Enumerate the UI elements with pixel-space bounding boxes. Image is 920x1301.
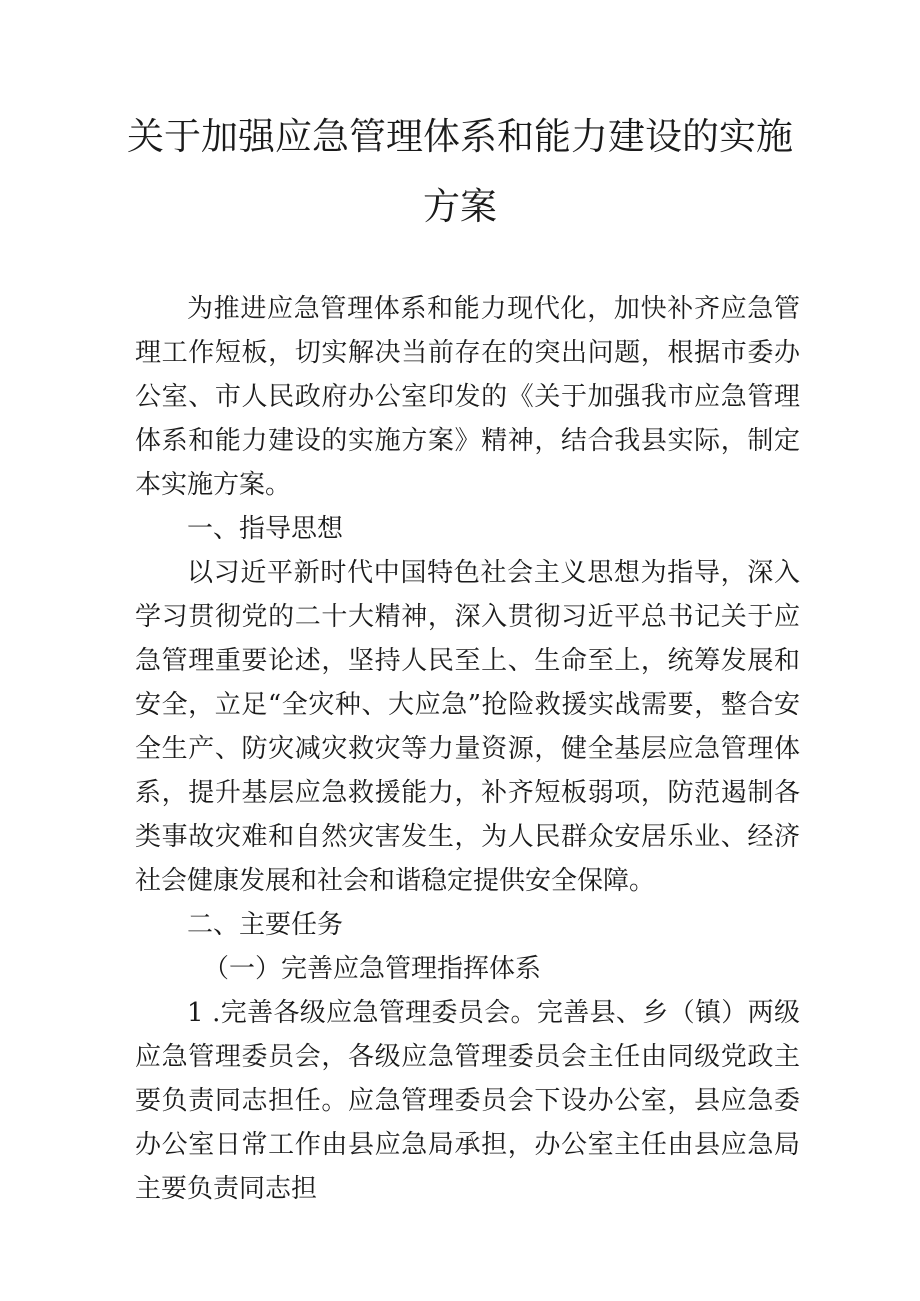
guiding-ideology-paragraph: 以习近平新时代中国特色社会主义思想为指导，深入学习贯彻党的二十大精神，深入贯彻习近平总书记关于应急管理重要论述，坚持人民至上、生命至上，统筹发展和安全，立足“全灾种、大应急”抢险救援实战需要，整合安全生产、防灾减灾救灾等力量资源，健全基层应急管理体系，提升基层应急救援能力，补齐短板弱项，防范遏制各类事故灾难和自然灾害发生，为人民群众安居乐业、经济社会健康发展和社会和谐稳定提供安全保障。 <box>135 558 800 896</box>
section-heading-main-tasks: 二、主要任务 <box>187 910 344 940</box>
section-heading-guiding-ideology: 一、指导思想 <box>187 514 344 544</box>
subsection-heading-command-system: （一）完善应急管理指挥体系 <box>203 954 542 984</box>
document-title-line-2: 方案 <box>423 185 497 228</box>
document-title-line-1: 关于加强应急管理体系和能力建设的实施 <box>127 115 793 158</box>
document-body <box>135 287 800 1211</box>
item-1-paragraph: 1 .完善各级应急管理委员会。完善县、乡（镇）两级应急管理委员会，各级应急管理委员会主任由同级党政主要负责同志担任。应急管理委员会下设办公室，县应急委办公室日常工作由县应急局承担，办公室主任由县应急局主要负责同志担 <box>135 998 800 1204</box>
intro-paragraph: 为推进应急管理体系和能力现代化，加快补齐应急管理工作短板，切实解决当前存在的突出问题，根据市委办公室、市人民政府办公室印发的《关于加强我市应急管理体系和能力建设的实施方案》精神，结合我县实际，制定本实施方案。 <box>135 294 800 500</box>
